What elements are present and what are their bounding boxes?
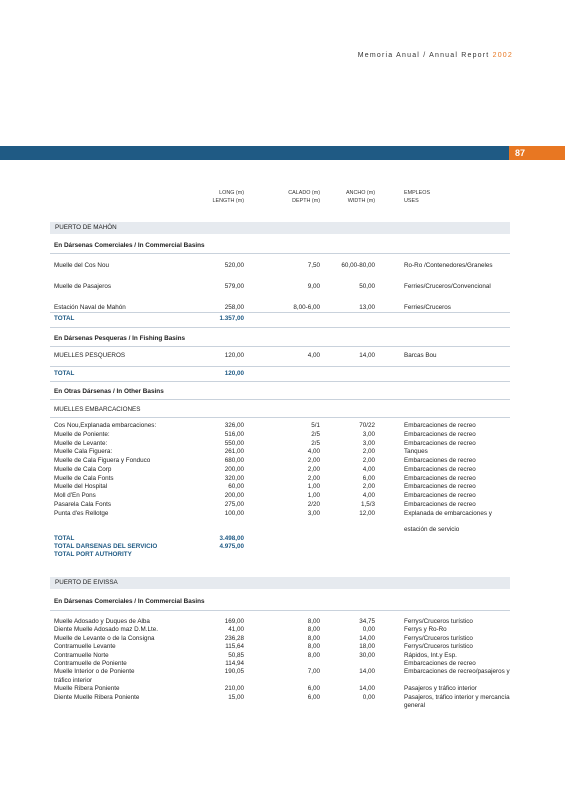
row-name: Contramuelle de Poniente (54, 660, 127, 667)
row-length: 200,00 (224, 492, 244, 499)
total-label: TOTAL (54, 535, 75, 542)
row-name: tráfico interior (54, 676, 93, 684)
row-width: 50,00 (359, 283, 375, 290)
row-length: 169,00 (224, 618, 244, 625)
running-header (358, 52, 513, 59)
divider (50, 610, 510, 611)
row-uses: Ferrys/Cruceros turístico (404, 643, 473, 651)
row-width: 0,00 (362, 626, 375, 634)
row-width: 13,00 (359, 304, 375, 311)
row-depth: 9,00 (307, 283, 320, 290)
row-length: 100,00 (224, 509, 244, 517)
total-value: 3.498,00 (219, 535, 244, 542)
row-depth: 2/5 (311, 430, 320, 438)
row-length: 210,00 (224, 685, 244, 693)
row-uses: Embarcaciones de recreo (404, 465, 476, 473)
row-depth: 4,00 (307, 448, 320, 456)
row-length: 261,00 (224, 448, 244, 456)
row-depth: 3,00 (307, 509, 320, 517)
row-width: 2,00 (362, 457, 375, 464)
row-length: 320,00 (224, 474, 244, 482)
row-name: Muelle Adosado y Duques de Alba (54, 618, 150, 625)
row-width: 70/22 (359, 422, 375, 429)
col-length-header: LONG (m) LENGTH (m) (212, 190, 244, 204)
row-uses: Embarcaciones de recreo (404, 660, 476, 667)
row-depth: 2/5 (311, 439, 320, 447)
row-depth: 4,00 (307, 352, 320, 359)
row-length: 114,94 (225, 660, 244, 667)
row-uses: Ferrys y Ro-Ro (404, 626, 447, 634)
row-width: 4,00 (362, 492, 375, 499)
divider (50, 366, 510, 367)
row-depth: 7,00 (307, 668, 320, 676)
row-width: 14,00 (359, 685, 375, 693)
row-name: Muelle de Cala Fonts (54, 474, 114, 482)
row-name: Muelle de Pasajeros (54, 283, 112, 290)
row-uses: Pasajeros, tráfico interior y mercancía (404, 693, 510, 701)
row-name: Muelle de Levante: (54, 439, 108, 447)
row-name: Muelle de Cala Figuera y Fonduco (54, 457, 151, 464)
row-depth: 2,00 (307, 457, 320, 464)
total-service-value: 4.975,00 (219, 543, 244, 550)
row-width: 0,00 (362, 693, 375, 701)
row-uses: Rápidos, Int.y Esp. (404, 651, 457, 659)
row-depth: 7,50 (307, 262, 320, 269)
row-uses: Explanada de embarcaciones y (404, 509, 492, 517)
row-name: Muelle del Cos Nou (54, 262, 109, 269)
row-width: 12,00 (359, 509, 375, 517)
row-width: 18,00 (359, 643, 375, 651)
row-depth: 6,00 (307, 693, 320, 701)
row-uses: Embarcaciones de recreo (404, 430, 476, 438)
divider (50, 253, 510, 254)
row-width: 2,00 (362, 448, 375, 456)
row-length: 236,28 (224, 634, 244, 642)
row-name: Moll d'En Pons (54, 492, 96, 499)
divider (50, 327, 510, 328)
row-uses: Ferrys/Cruceros turístico (404, 618, 473, 625)
subsection-commercial: En Dársenas Comerciales / In Commercial Basins (54, 242, 205, 249)
subsection-label: MUELLES EMBARCACIONES (54, 406, 141, 413)
row-uses: Embarcaciones de recreo (404, 474, 476, 482)
row-name: MUELLES PESQUEROS (54, 352, 126, 359)
row-length: 326,00 (224, 422, 244, 429)
row-name: Muelle de Cala Corp (54, 465, 112, 473)
row-depth: 8,00-6,00 (293, 304, 320, 311)
subsection-commercial: En Dársenas Comerciales / In Commercial Basins (54, 598, 205, 605)
row-width: 6,00 (362, 474, 375, 482)
row-name: Contramuelle Levante (54, 643, 116, 651)
row-uses: Ro-Ro /Contenedores/Graneles (404, 262, 493, 269)
row-width: 14,00 (359, 352, 375, 359)
row-width: 60,00-80,00 (341, 262, 375, 269)
report-year: 2002 (492, 52, 513, 59)
row-width: 14,00 (359, 634, 375, 642)
section-eivissa: PUERTO DE EIVISSA (50, 577, 510, 589)
col-uses-header: EMPLEOS USES (404, 190, 431, 204)
row-length: 41,00 (228, 626, 244, 634)
subsection-other: En Otras Dársenas / In Other Basins (54, 388, 164, 395)
row-uses: Embarcaciones de recreo (404, 500, 476, 508)
row-name: Muelle Cala Figuera: (54, 448, 113, 456)
row-uses: Barcas Bou (404, 352, 437, 359)
divider (50, 346, 510, 347)
row-length: 50,85 (228, 651, 244, 659)
row-length: 516,00 (224, 430, 244, 438)
row-width: 2,00 (362, 483, 375, 491)
row-uses: Ferrys/Cruceros turístico (404, 634, 473, 642)
total-service-label: TOTAL DARSENAS DEL SERVICIO (54, 543, 158, 550)
row-depth: 2,00 (307, 474, 320, 482)
col-depth-header: CALADO (m) DEPTH (m) (288, 190, 320, 204)
row-name: Muelle Interior o de Poniente (54, 668, 135, 676)
row-length: 115,64 (225, 643, 244, 651)
total-value: 1.357,00 (219, 315, 244, 322)
row-depth: 8,00 (307, 634, 320, 642)
row-uses: Embarcaciones de recreo/pasajeros y (404, 668, 510, 676)
row-length: 60,00 (228, 483, 244, 491)
row-uses: Tanques (404, 448, 428, 456)
total-label: TOTAL (54, 370, 75, 377)
row-length: 190,05 (224, 668, 244, 676)
row-width: 4,00 (362, 465, 375, 473)
row-name: Muelle de Poniente: (54, 430, 110, 438)
row-depth: 6,00 (307, 685, 320, 693)
row-name: Muelle de Levante o de la Consigna (54, 634, 155, 642)
row-depth: 8,00 (307, 651, 320, 659)
row-depth: 2/20 (307, 500, 320, 508)
row-length: 15,00 (228, 693, 244, 701)
row-length: 258,00 (224, 304, 244, 311)
row-length: 200,00 (224, 465, 244, 473)
row-depth: 5/1 (311, 422, 320, 429)
row-length: 579,00 (224, 283, 244, 290)
row-name: Diente Muelle Adosado maz D.M.Lte. (54, 626, 158, 634)
row-name: Muelle Ribera Poniente (54, 685, 120, 693)
row-uses: Embarcaciones de recreo (404, 422, 476, 429)
row-length: 680,00 (224, 457, 244, 464)
section-mahon: PUERTO DE MAHÓN (50, 222, 510, 234)
col-width-header: ANCHO (m) WIDTH (m) (345, 190, 375, 204)
page-number: 87 (509, 146, 565, 160)
row-name: Muelle del Hospital (54, 483, 108, 491)
row-name: Cos Nou,Explanada embarcaciones: (54, 422, 157, 429)
row-depth: 8,00 (307, 643, 320, 651)
row-name: Punta d'es Rellotge (54, 509, 109, 517)
row-uses: Ferries/Cruceros/Convencional (404, 283, 491, 290)
row-uses: Embarcaciones de recreo (404, 492, 476, 499)
row-width: 1,5/3 (360, 500, 375, 508)
row-name: Pasarela Cala Fonts (54, 500, 112, 508)
row-name: Estación Naval de Mahón (54, 304, 126, 311)
row-depth: 2,00 (307, 465, 320, 473)
row-depth: 1,00 (307, 483, 320, 491)
row-length: 550,00 (224, 439, 244, 447)
row-width: 3,00 (362, 439, 375, 447)
row-width: 30,00 (359, 651, 375, 659)
row-depth: 1,00 (307, 492, 320, 499)
row-depth: 8,00 (307, 626, 320, 634)
row-width: 34,75 (359, 618, 375, 625)
row-uses: Pasajeros y tráfico interior (404, 685, 477, 693)
row-length: 275,00 (224, 500, 244, 508)
row-depth: 8,00 (307, 618, 320, 625)
divider (50, 399, 510, 400)
divider (50, 381, 510, 382)
row-uses: Embarcaciones de recreo (404, 439, 476, 447)
row-width: 14,00 (359, 668, 375, 676)
row-name: Diente Muelle Ribera Poniente (54, 693, 140, 701)
row-uses: Embarcaciones de recreo (404, 457, 476, 464)
row-uses: general (404, 702, 426, 709)
total-label: TOTAL (54, 315, 75, 322)
divider (50, 312, 510, 313)
uses-continuation: estación de servicio (404, 526, 460, 533)
divider (50, 417, 510, 418)
report-title: Memoria Anual / Annual Report (357, 52, 490, 59)
row-uses: Ferries/Cruceros (404, 304, 451, 311)
subsection-fishing: En Dársenas Pesqueras / In Fishing Basins (54, 335, 186, 342)
row-length: 120,00 (224, 352, 244, 359)
total-value: 120,00 (224, 370, 244, 377)
row-width: 3,00 (362, 430, 375, 438)
row-uses: Embarcaciones de recreo (404, 483, 476, 491)
header-band (0, 146, 509, 160)
row-length: 520,00 (224, 262, 244, 269)
row-name: Contramuelle Norte (54, 651, 109, 659)
total-port-authority-label: TOTAL PORT AUTHORITY (54, 551, 132, 558)
